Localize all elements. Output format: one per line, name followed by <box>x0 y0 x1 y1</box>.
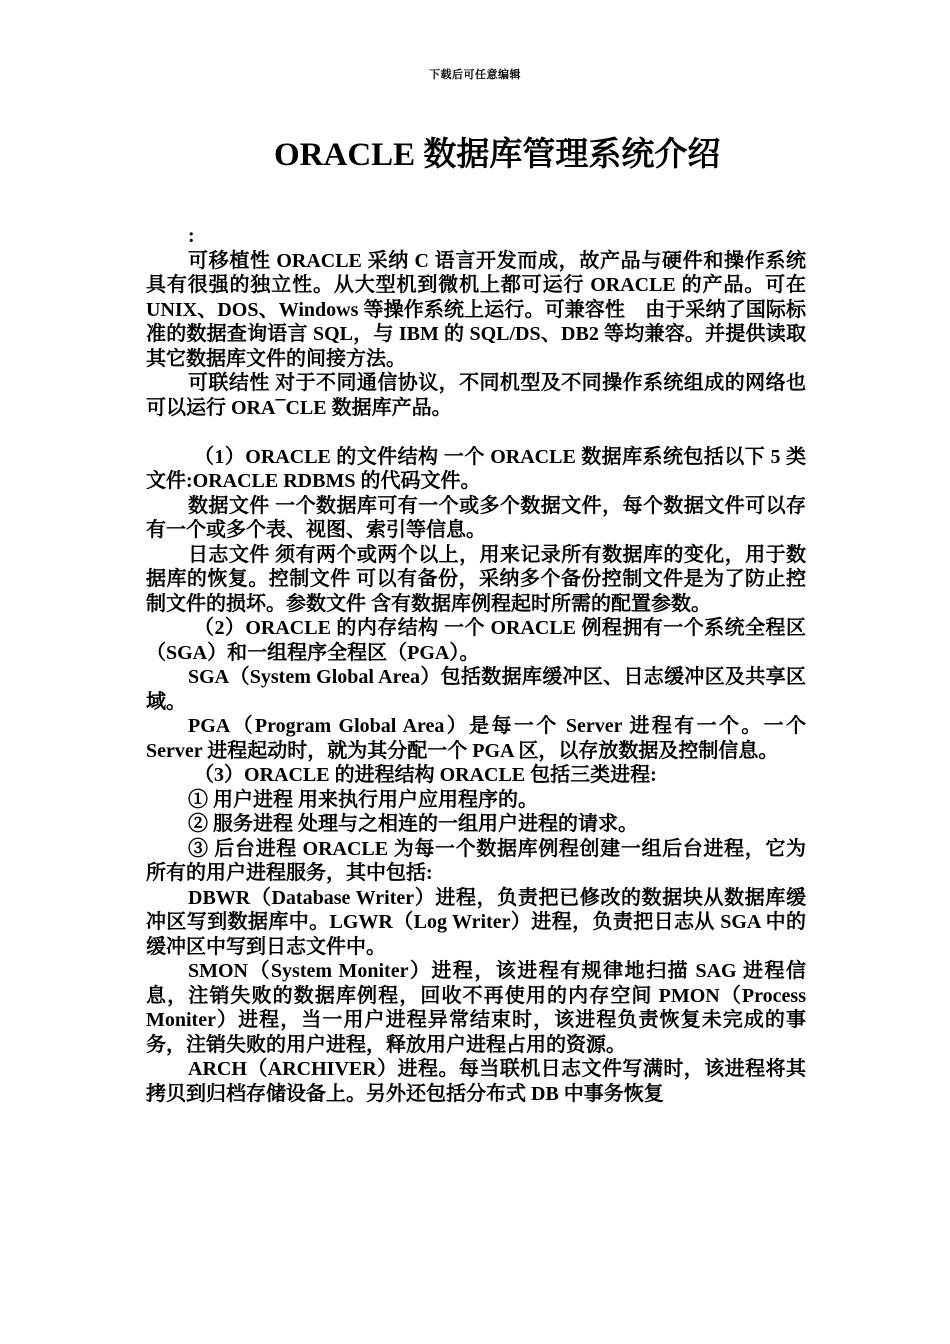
paragraph-connectivity: 可联结性 对于不同通信协议，不同机型及不同操作系统组成的网络也可以运行 ORA¯CLE 数据库产品。 <box>146 372 806 419</box>
paragraph-file-structure: （1）ORACLE 的文件结构 一个 ORACLE 数据库系统包括以下 5 类文件:ORACLE RDBMS 的代码文件。 <box>146 445 806 492</box>
paragraph-colon: : <box>188 225 195 247</box>
paragraph-log-files: 日志文件 须有两个或两个以上，用来记录所有数据库的变化，用于数据库的恢复。控制文件 可以有备份，采纳多个备份控制文件是为了防止控制文件的损坏。参数文件 含有数据库例程起时所需的配置参数。 <box>146 543 806 615</box>
paragraph-user-process: ① 用户进程 用来执行用户应用程序的。 <box>188 788 538 811</box>
paragraph-memory-structure: （2）ORACLE 的内存结构 一个 ORACLE 例程拥有一个系统全程区（SGA）和一组程序全程区（PGA）。 <box>146 617 806 664</box>
paragraph-sga: SGA（System Global Area）包括数据库缓冲区、日志缓冲区及共享区域。 <box>146 666 806 713</box>
paragraph-portability: 可移植性 ORACLE 采纳 C 语言开发而成，故产品与硬件和操作系统具有很强的独立性。从大型机到微机上都可运行 ORACLE 的产品。可在 UNIX、DOS、Windows 等操作系统上运行。可兼容性 由于采纳了国际标准的数据查询语言 SQL，与 IBM 的 SQL/DS、DB2 等均兼容。并提供读取其它数据库文件的间接方法。 <box>146 249 806 370</box>
header-note: 下载后可任意编辑 <box>429 69 521 81</box>
paragraph-background-process: ③ 后台进程 ORACLE 为每一个数据库例程创建一组后台进程，它为所有的用户进程服务，其中包括: <box>146 837 806 884</box>
paragraph-server-process: ② 服务进程 处理与之相连的一组用户进程的请求。 <box>188 813 638 835</box>
paragraph-pga: PGA（Program Global Area）是每一个 Server 进程有一个。一个 Server 进程起动时，就为其分配一个 PGA 区，以存放数据及控制信息。 <box>146 715 806 762</box>
paragraph-arch: ARCH（ARCHIVER）进程。每当联机日志文件写满时，该进程将其拷贝到归档存储设备上。另外还包括分布式 DB 中事务恢复 <box>146 1058 806 1105</box>
paragraph-data-files: 数据文件 一个数据库可有一个或多个数据文件，每个数据文件可以存有一个或多个表、视图、索引等信息。 <box>146 494 806 541</box>
document-title: ORACLE 数据库管理系统介绍 <box>274 137 721 173</box>
blank-line <box>146 420 806 445</box>
paragraph-smon-pmon: SMON（System Moniter）进程，该进程有规律地扫描 SAG 进程信息，注销失败的数据库例程，回收不再使用的内存空间 PMON（Process Moniter）进程，当一用户进程异常结束时，该进程负责恢复未完成的事务，注销失败的用户进程，释放用户进程占用的资源。 <box>146 960 806 1056</box>
document-body <box>146 224 806 1106</box>
paragraph-process-structure: （3）ORACLE 的进程结构 ORACLE 包括三类进程: <box>194 764 657 786</box>
paragraph-dbwr-lgwr: DBWR（Database Writer）进程，负责把已修改的数据块从数据库缓冲区写到数据库中。LGWR（Log Writer）进程，负责把日志从 SGA 中的缓冲区中写到日志文件中。 <box>146 886 806 958</box>
